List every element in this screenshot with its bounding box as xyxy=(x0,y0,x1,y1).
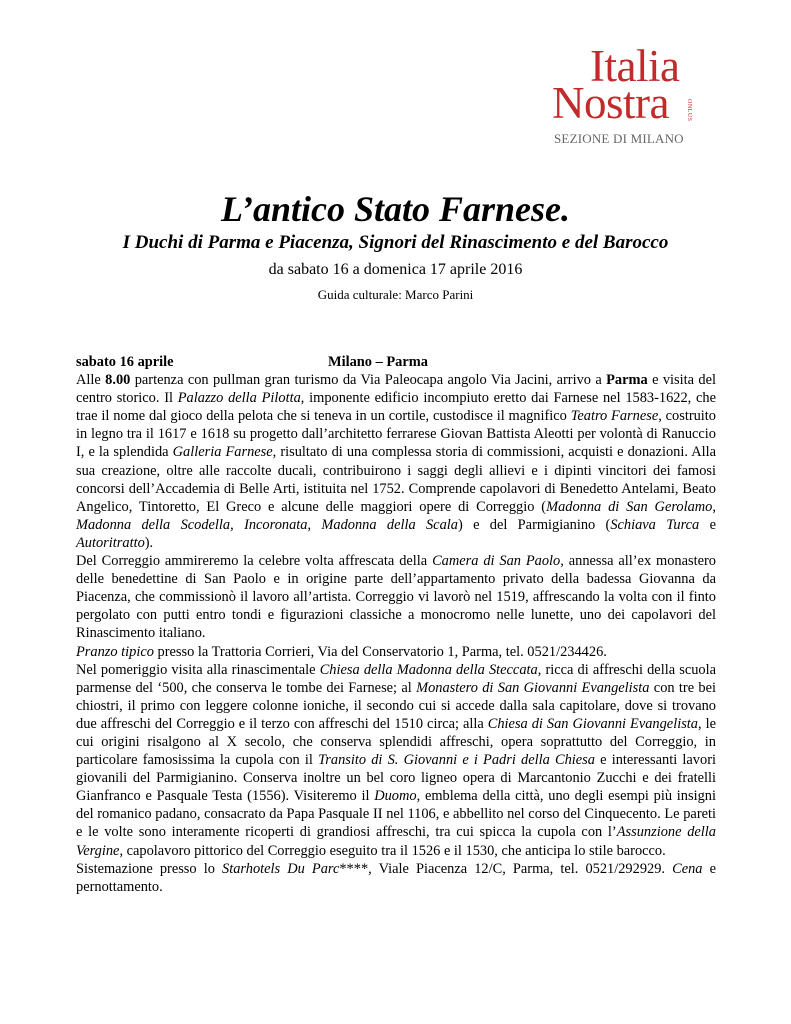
artwork-title: Assunzione della Vergine xyxy=(76,824,716,859)
destination-city: Parma xyxy=(606,372,648,389)
paragraph-correggio xyxy=(76,552,716,642)
paragraph-morning xyxy=(76,371,716,552)
logo-wordmark-nostra: Nostra xyxy=(552,78,669,128)
artwork-title: Autoritratto xyxy=(76,534,145,551)
text-run: con tre bei chiostri, il primo con leggere colonne ioniche, il secondo cui si accede dalla sala capitolare, dove si trovano due affreschi del Correggio e il terzo con affreschi del 1510 circa; alla xyxy=(76,679,716,732)
text-run: ****, Viale Piacenza 12/C, Parma, tel. 0521/292929. xyxy=(339,860,673,877)
text-run: Alle xyxy=(76,372,106,389)
paragraph-hotel xyxy=(76,860,716,896)
artwork-title: Galleria Farnese xyxy=(172,444,273,461)
page-title: L’antico Stato Farnese. xyxy=(220,189,571,229)
text-run: , risultato di una complessa storia di commissioni, acquisti e donazioni. Alla sua creazione, oltre alle raccolte ducali, contribuirono i saggi degli allievi e i dipinti vincitori dei famosi concorsi dell’Accademia di Belle Arti, istituita nel 1752. Comprende capolavori di Benedetto Antelami, Beato Angelico, Tintoretto, El Greco e alcune delle maggiori opere di Correggio ( xyxy=(76,444,716,515)
artwork-title: Transito di S. Giovanni e i Padri della Chiesa xyxy=(318,752,595,769)
text-run: , capolavoro pittorico del Correggio eseguito tra il 1526 e il 1530, che anticipa lo stile barocco. xyxy=(119,842,666,859)
artwork-title: Madonna di San Gerolamo xyxy=(546,498,713,515)
italia-nostra-logo xyxy=(552,41,752,154)
hotel-name: Starhotels Du Parc xyxy=(222,860,340,877)
artwork-title: Monastero di San Giovanni Evangelista xyxy=(416,679,650,696)
text-run: ). xyxy=(144,534,154,551)
artwork-title: Chiesa della Madonna della Steccata xyxy=(319,661,538,678)
paragraph-lunch xyxy=(76,643,716,661)
text-run: presso la Trattoria Corrieri, Via del Conservatorio 1, Parma, tel. 0521/234426. xyxy=(153,643,607,660)
text-run: Nel pomeriggio visita alla rinascimentale xyxy=(76,661,320,678)
text-run: , ricca di affreschi della scuola parmense del ‘500, che conserva le tombe dei Farnese; al xyxy=(76,661,716,696)
logo-wordmark-italia: Italia xyxy=(590,41,680,91)
text-run: , xyxy=(712,498,716,515)
paragraph-afternoon xyxy=(76,661,716,860)
text-run: , annessa all’ex monastero delle benedettine di San Paolo e in origine parte dell’appartamento privato della badessa Giovanna da Piacenza, che commissionò il lavoro all’artista. Correggio vi lavorò nel 1519, affrescando la volta con il finto pergolato con putti entro tondi e figurazioni classiche a monocromo nelle lunette, uno dei capolavori del Rinascimento italiano. xyxy=(76,553,716,642)
artwork-title: Teatro Farnese xyxy=(570,408,659,425)
text-run: , imponente edificio incompiuto eretto dai Farnese nel 1583-1622, che trae il nome dal gioco della pelota che si teneva in un cortile, custodisce il magnifico xyxy=(76,390,716,425)
logo-section-label: SEZIONE DI MILANO xyxy=(554,131,684,146)
text-run: , le cui origini risalgono al X secolo, che conserva splendidi affreschi, opera soprattutto del Correggio, in particolare famosissima la cupola con il xyxy=(76,715,716,769)
artwork-title: Camera di San Paolo xyxy=(432,553,561,570)
meal-label: Cena xyxy=(672,860,703,877)
itinerary-body xyxy=(76,353,716,896)
text-run: , costruito in legno tra il 1617 e 1618 su progetto dall’architetto ferrarese Giovan Battista Aleotti per volontà di Ranuccio I, e la splendida xyxy=(76,408,716,461)
text-run: e pernottamento. xyxy=(76,860,716,895)
page-subtitle: I Duchi di Parma e Piacenza, Signori del Rinascimento e del Barocco xyxy=(122,232,669,253)
artwork-title: Incoronata xyxy=(244,516,308,533)
text-run: Sistemazione presso lo xyxy=(76,860,223,877)
artwork-title: Madonna della Scala xyxy=(321,516,458,533)
cultural-guide: Guida culturale: Marco Parini xyxy=(317,287,474,302)
artwork-title: Duomo xyxy=(374,788,417,805)
departure-time: 8.00 xyxy=(105,372,131,389)
artwork-title: Chiesa di San Giovanni Evangelista xyxy=(487,715,698,732)
day-date: sabato 16 aprile xyxy=(76,354,174,370)
day-heading xyxy=(76,353,716,371)
text-run: , xyxy=(230,516,245,533)
day-route: Milano – Parma xyxy=(328,354,428,370)
artwork-title: Palazzo della Pilotta xyxy=(177,390,301,407)
text-run: , emblema della città, uno degli esempi più insigni del romanico padano, consacrato da Papa Pasquale II nel 1106, e abbellito nel corso del Cinquecento. Le pareti e le volte sono interamente ricoperti di grandiosi affreschi, tra cui spicca la cupola con l’ xyxy=(76,788,716,841)
text-run: Del Correggio ammireremo la celebre volta affrescata della xyxy=(76,553,433,570)
text-run: ) e del Parmigianino ( xyxy=(457,516,611,533)
text-run: , xyxy=(307,516,322,533)
logo-onlus-label: ONLUS xyxy=(686,99,692,122)
text-run: e xyxy=(699,516,716,533)
text-run: partenza con pullman gran turismo da Via Paleocapa angolo Via Jacini, arrivo a xyxy=(130,372,607,389)
meal-label: Pranzo tipico xyxy=(76,643,154,660)
text-run: e visita del centro storico. Il xyxy=(76,372,716,407)
artwork-title: Schiava Turca xyxy=(610,516,700,533)
text-run: e interessanti lavori giovanili del Parmigianino. Conserva inoltre un bel coro ligneo opera di Marcantonio Zucchi e dei fratelli Gianfranco e Pasquale Testa (1556). Visiteremo il xyxy=(76,752,716,805)
artwork-title: Madonna della Scodella xyxy=(76,516,231,533)
trip-dates: da sabato 16 a domenica 17 aprile 2016 xyxy=(268,261,523,278)
